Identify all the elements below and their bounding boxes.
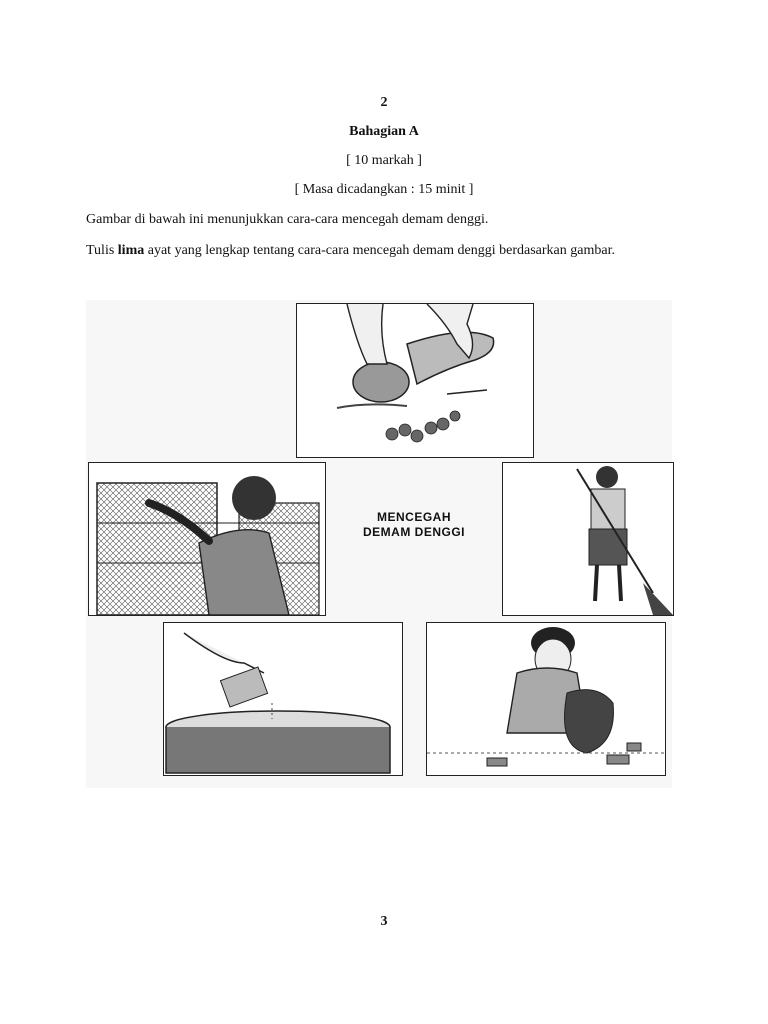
marks-text: [ 10 markah ] — [346, 153, 422, 168]
instruction-line-2-post: ayat yang lengkap tentang cara-cara mencegah demam denggi berdasarkan gambar. — [144, 243, 615, 258]
section-title: Bahagian A — [349, 124, 419, 139]
page-number-bottom: 3 — [380, 914, 388, 929]
instruction-line-2-pre: Tulis — [86, 243, 118, 258]
illustration-empty-water-pot — [296, 303, 534, 458]
center-label-line-2: DEMAM DENGGI — [363, 525, 465, 539]
illustration-boy-sweeping — [502, 462, 674, 616]
page-number-top: 2 — [380, 95, 388, 110]
instruction-line-1: Gambar di bawah ini menunjukkan cara-cara mencegah demam denggi. — [86, 212, 489, 227]
center-label-line-1: MENCEGAH — [376, 510, 451, 524]
instruction-line-2 — [86, 243, 615, 259]
time-text: [ Masa dicadangkan : 15 minit ] — [294, 182, 474, 197]
illustration-window-netting — [88, 462, 326, 616]
illustration-abate-powder — [163, 622, 403, 776]
collage-center-label — [330, 510, 498, 540]
illustration-collect-containers — [426, 622, 666, 776]
instruction-keyword: lima — [117, 243, 145, 258]
